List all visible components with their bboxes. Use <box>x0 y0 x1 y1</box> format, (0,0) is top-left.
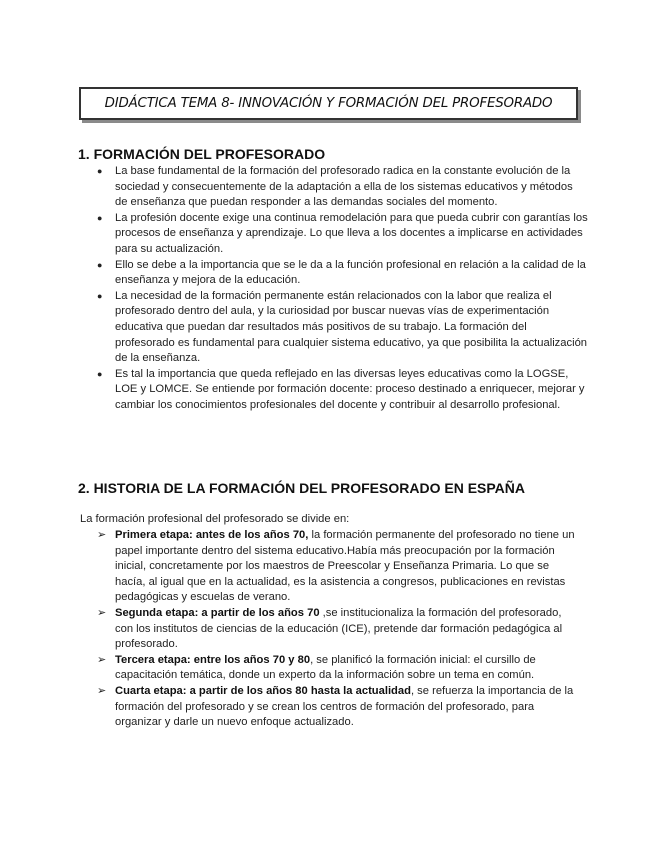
document-title: DIDÁCTICA TEMA 8- INNOVACIÓN Y FORMACIÓN DEL PROFESORADO <box>104 96 553 111</box>
bullet-dot-icon: ● <box>97 290 103 301</box>
stage-item <box>97 528 579 606</box>
stage-label: Primera etapa: antes de los años 70, <box>115 529 309 541</box>
arrow-bullet-icon: ➢ <box>97 684 107 697</box>
section2-heading: 2. HISTORIA DE LA FORMACIÓN DEL PROFESORADO EN ESPAÑA <box>78 480 526 496</box>
stage-text: , se refuerza la importancia de la formación del profesorado y se crean los centros de formación del profesorado, para organizar y darle un nuevo enfoque actualizado. <box>115 684 574 729</box>
stage-label: Segunda etapa: a partir de los años 70 <box>115 606 320 619</box>
bullet-dot-icon: ● <box>97 166 103 176</box>
bullet-text: La profesión docente exige una continua remodelación para que pueda cubrir con garantías los procesos de enseñanza y aprendizaje. Lo que lleva a los docentes a implicarse en actividades para su actualización. <box>115 211 588 255</box>
bullet-dot-icon: ● <box>97 368 103 379</box>
stage-item <box>97 606 579 653</box>
bullet-item <box>96 367 588 414</box>
stage-text: la formación permanente del profesorado no tiene un papel importante dentro del sistema educativo.Había más preocupación por la formación inicial, concretamente por los maestros de Preescolar y Enseñanza Primaria. Lo que se hacía, al igual que en la actualidad, es la asistencia a congresos, publicaciones en revistas pedagógicas y escuelas de verano. <box>115 529 575 604</box>
bullet-text: La necesidad de la formación permanente están relacionados con la labor que realiza el profesorado dentro del aula, y la curiosidad por buscar nuevas vías de experimentación educativa que puedan dar resultados más positivos de su trabajo. La formación del profesorado es fundamental para cualquier sistema educativo, ya que posibilita la actualización de la enseñanza. <box>115 289 588 365</box>
section1-heading: 1. FORMACIÓN DEL PROFESORADO <box>78 146 326 162</box>
stage-text: ,se institucionaliza la formación del profesorado, con los institutos de ciencias de la educación (ICE), pretende dar formación pedagógica al profesorado. <box>115 606 563 651</box>
section2-intro: La formación profesional del profesorado se divide en: <box>80 513 350 525</box>
bullet-item <box>96 164 588 211</box>
bullet-item <box>96 211 588 258</box>
bullet-item <box>96 289 588 367</box>
section1-bullet-list <box>96 164 588 414</box>
bullet-text: La base fundamental de la formación del profesorado radica en la constante evolución de la sociedad y consecuentemente de la adaptación a ella de los sistemas educativos y métodos de enseñanza que puedan responder a las demandas sociales del momento. <box>115 165 573 209</box>
bullet-dot-icon: ● <box>97 259 103 270</box>
stage-item <box>97 684 579 731</box>
bullet-text: Ello se debe a la importancia que se le da a la función profesional en relación a la calidad de la enseñanza y mejora de la educación. <box>115 258 586 287</box>
arrow-bullet-icon: ➢ <box>97 529 107 541</box>
bullet-item <box>96 258 588 289</box>
bullet-dot-icon: ● <box>97 212 103 223</box>
section2-stage-list <box>97 528 579 731</box>
document-title-box <box>79 87 578 120</box>
stage-label: Cuarta etapa: a partir de los años 80 hasta la actualidad <box>115 684 411 697</box>
bullet-text: Es tal la importancia que queda reflejado en las diversas leyes educativas como la LOGSE, LOE y LOMCE. Se entiende por formación docente: proceso destinado a enriquecer, mejorar y cambiar los conocimientos profesionales del docente y contribuir al desarrollo profesional. <box>115 367 585 411</box>
stage-label: Tercera etapa: entre los años 70 y 80 <box>115 653 311 666</box>
arrow-bullet-icon: ➢ <box>97 653 107 666</box>
arrow-bullet-icon: ➢ <box>97 606 107 619</box>
stage-item <box>97 653 579 684</box>
stage-text: , se planificó la formación inicial: el cursillo de capacitación temática, donde un experto da la información sobre un tema en común. <box>115 653 536 682</box>
